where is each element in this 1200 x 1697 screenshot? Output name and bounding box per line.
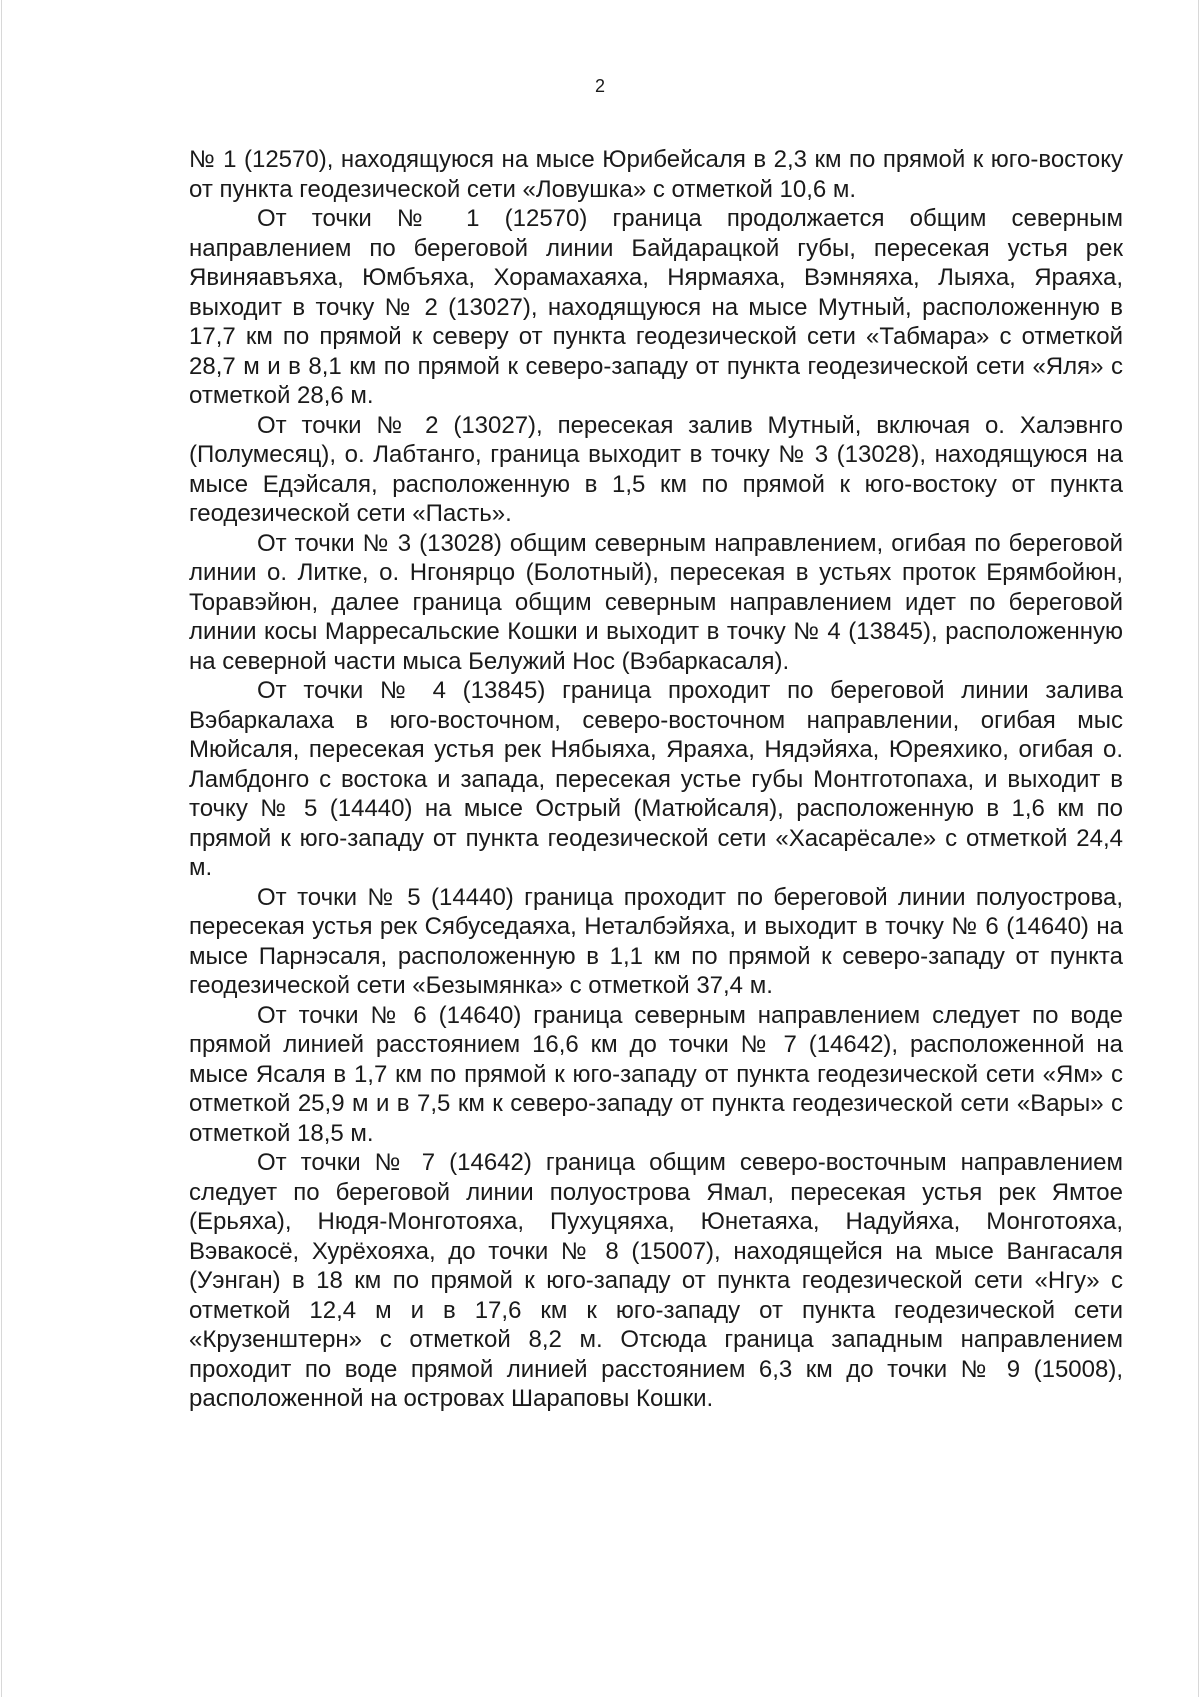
paragraph: От точки № 3 (13028) общим северным направлением, огибая по береговой линии о. Литке, о. Нгонярцо (Болотный), пересекая в устьях проток Ерямбойюн, Торавэйюн, далее граница общим северным направлением идет по береговой линии косы Марресальские Кошки и выходит в точку № 4 (13845), расположенную на северной части мыса Белужий Нос (Вэбаркасаля). [189, 529, 1123, 675]
paragraph-continuation: № 1 (12570), находящуюся на мысе Юрибейсаля в 2,3 км по прямой к юго-востоку от пункта геодезической сети «Ловушка» с отметкой 10,6 м. [189, 146, 1123, 203]
paragraph: От точки № 5 (14440) граница проходит по береговой линии полуострова, пересекая устья рек Сябуседаяха, Неталбэйяха, и выходит в точку № 6 (14640) на мысе Парнэсаля, расположенную в 1,1 км по прямой к северо-западу от пункта геодезической сети «Безымянка» с отметкой 37,4 м. [189, 883, 1123, 999]
paragraph: От точки № 6 (14640) граница северным направлением следует по воде прямой линией расстоянием 16,6 км до точки № 7 (14642), расположенной на мысе Ясаля в 1,7 км по прямой к юго-западу от пункта геодезической сети «Ям» с отметкой 25,9 м и в 7,5 км к северо-западу от пункта геодезической сети «Вары» с отметкой 18,5 м. [189, 1001, 1123, 1147]
page-left-edge [1, 0, 2, 1697]
page-number: 2 [594, 76, 605, 96]
paragraph: От точки № 7 (14642) граница общим северо-восточным направлением следует по береговой линии полуострова Ямал, пересекая устья рек Ямтое (Ерьяха), Нюдя-Монготояха, Пухуцяяха, Юнетаяха, Надуйяха, Монготояха, Вэвакосё, Хурёхояха, до точки № 8 (15007), находящейся на мысе Вангасаля (Уэнган) в 18 км по прямой к юго-западу от пункта геодезической сети «Нгу» с отметкой 12,4 м и в 17,6 км к юго-западу от пункта геодезической сети «Крузенштерн» с отметкой 8,2 м. Отсюда граница западным направлением проходит по воде прямой линией расстоянием 6,3 км до точки № 9 (15008), расположенной на островах Шараповы Кошки. [189, 1149, 1123, 1412]
paragraph: От точки № 4 (13845) граница проходит по береговой линии залива Вэбаркалаха в юго-восточном, северо-восточном направлении, огибая мыс Мюйсаля, пересекая устья рек Нябыяха, Яраяха, Нядэйяха, Юреяхико, огибая о. Ламбдонго с востока и запада, пересекая устье губы Монтготопаха, и выходит в точку № 5 (14440) на мысе Острый (Матюйсаля), расположенную в 1,6 км по прямой к юго-западу от пункта геодезической сети «Хасарёсале» с отметкой 24,4 м. [189, 677, 1123, 881]
paragraph: От точки № 2 (13027), пересекая залив Мутный, включая о. Халэвнго (Полумесяц), о. Лабтанго, граница выходит в точку № 3 (13028), находящуюся на мысе Едэйсаля, расположенную в 1,5 км по прямой к юго-востоку от пункта геодезической сети «Пасть». [189, 411, 1123, 527]
page-right-edge [1198, 0, 1199, 1697]
document-body [189, 145, 1123, 1414]
paragraph: От точки № 1 (12570) граница продолжается общим северным направлением по береговой линии Байдарацкой губы, пересекая устья рек Явиняавъяха, Юмбъяха, Хорамахаяха, Нярмаяха, Вэмняяха, Лыяха, Яраяха, выходит в точку № 2 (13027), находящуюся на мысе Мутный, расположенную в 17,7 км по прямой к северу от пункта геодезической сети «Табмара» с отметкой 28,7 м и в 8,1 км по прямой к северо-западу от пункта геодезической сети «Яля» с отметкой 28,6 м. [189, 205, 1123, 409]
